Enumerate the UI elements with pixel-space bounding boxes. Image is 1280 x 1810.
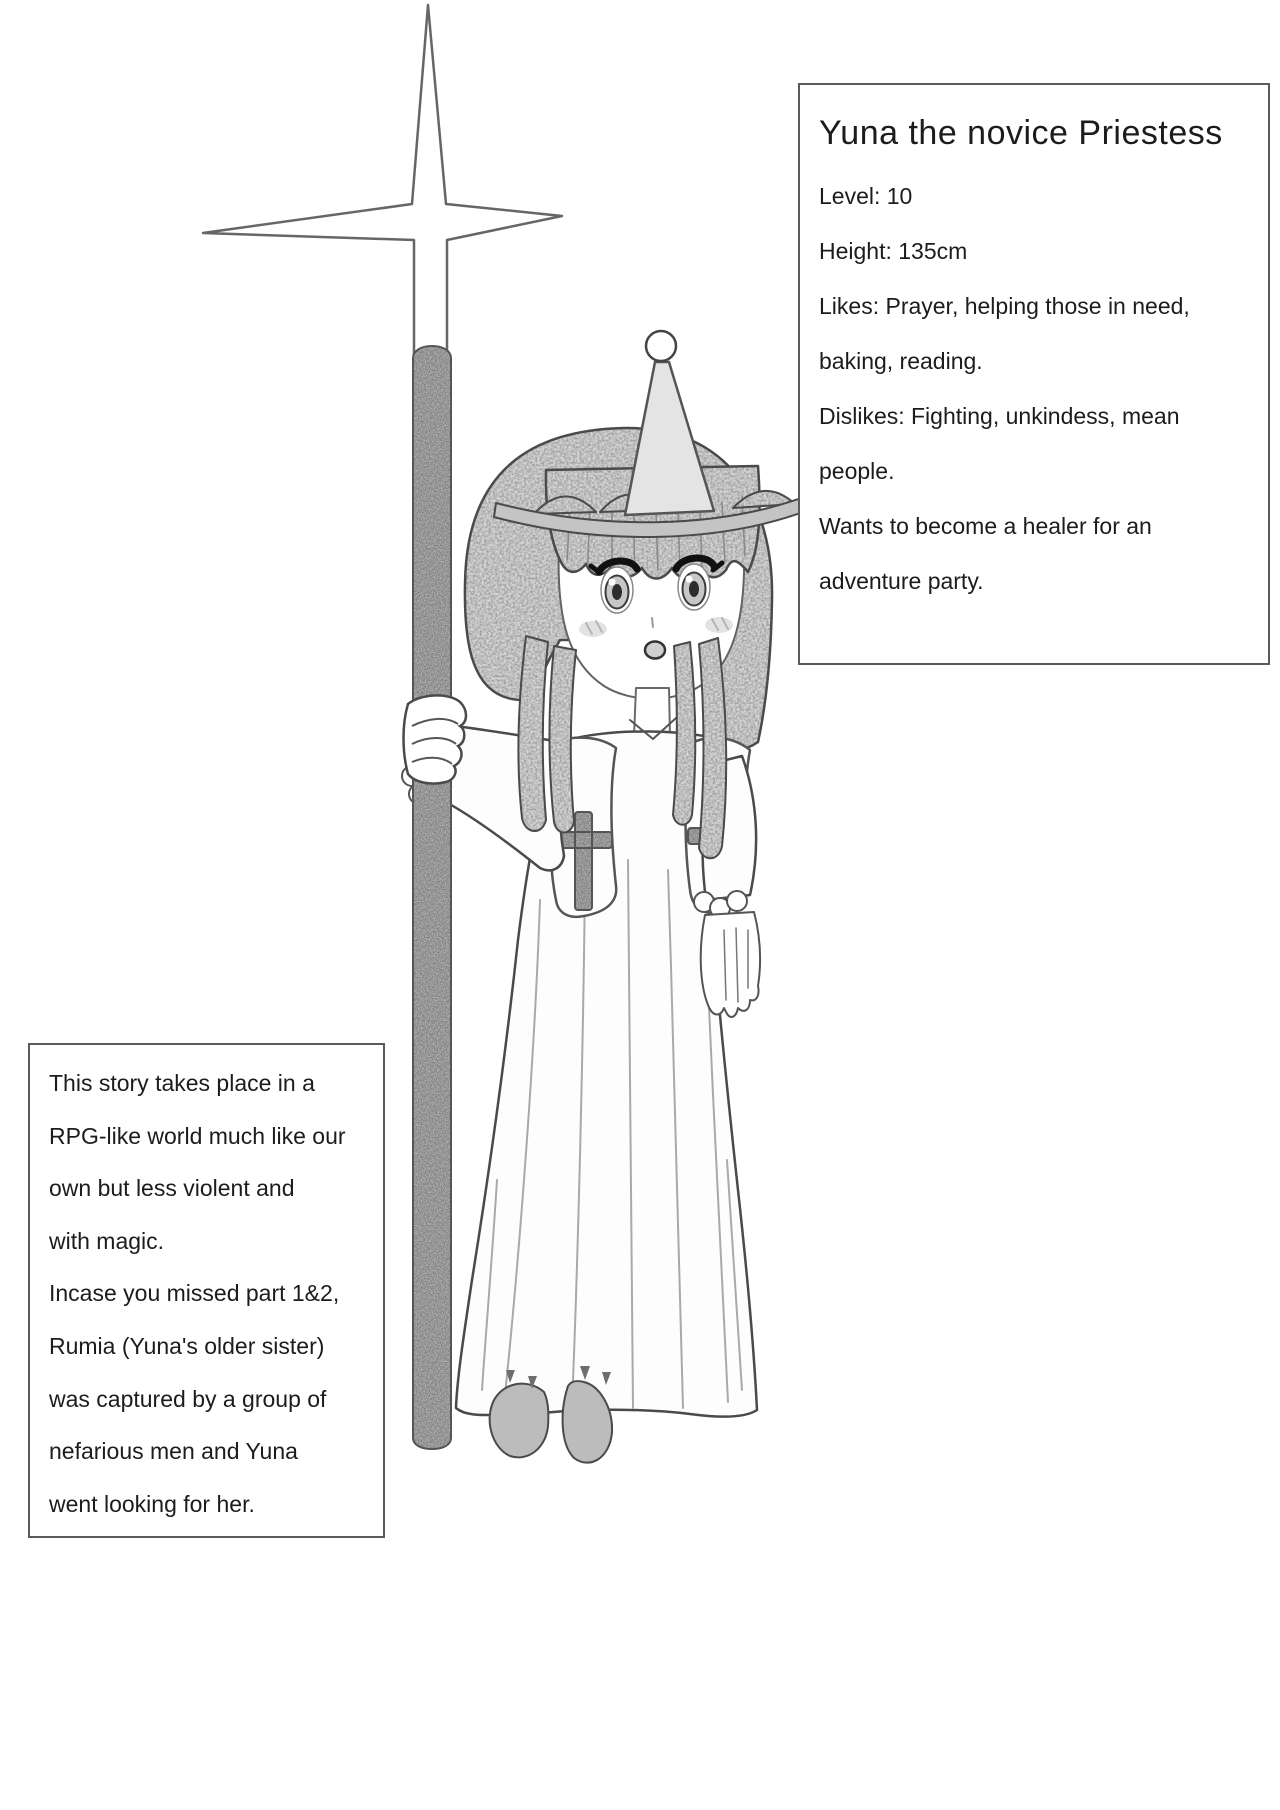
hat-orb <box>646 331 676 361</box>
character-yuna <box>402 331 814 1463</box>
story-line-4: with magic. <box>49 1227 165 1254</box>
info-line-goal-2: adventure party. <box>819 568 984 594</box>
story-line-5: Incase you missed part 1&2, <box>49 1280 340 1307</box>
info-line-likes: Likes: Prayer, helping those in need, <box>819 293 1190 319</box>
star-staff-topper <box>203 5 562 360</box>
story-line-9: went looking for her. <box>49 1490 255 1517</box>
story-line-6: Rumia (Yuna's older sister) <box>49 1332 325 1359</box>
gripping-hand <box>404 695 467 783</box>
story-line-3: own but less violent and <box>49 1175 295 1202</box>
mouth <box>645 642 665 659</box>
story-line-1: This story takes place in a <box>49 1070 315 1096</box>
story-line-7: was captured by a group of <box>49 1385 327 1412</box>
nose <box>652 618 653 627</box>
info-line-level: Level: 10 <box>819 183 913 209</box>
character-name-title: Yuna the novice Priestess <box>819 114 1223 152</box>
info-line-likes-2: baking, reading. <box>819 348 983 374</box>
info-line-height: Height: 135cm <box>819 238 968 264</box>
story-recap-box <box>28 1043 385 1538</box>
character-info-box <box>798 83 1270 665</box>
info-line-goal: Wants to become a healer for an <box>819 513 1152 539</box>
info-line-dislikes: Dislikes: Fighting, unkindess, mean <box>819 403 1180 429</box>
info-line-dislikes-2: people. <box>819 458 895 484</box>
story-line-2: RPG-like world much like our <box>49 1122 346 1149</box>
left-shoe <box>490 1384 549 1458</box>
staff-shaft <box>413 346 451 1449</box>
story-line-8: nefarious men and Yuna <box>49 1438 298 1465</box>
left-hand <box>701 912 760 1017</box>
